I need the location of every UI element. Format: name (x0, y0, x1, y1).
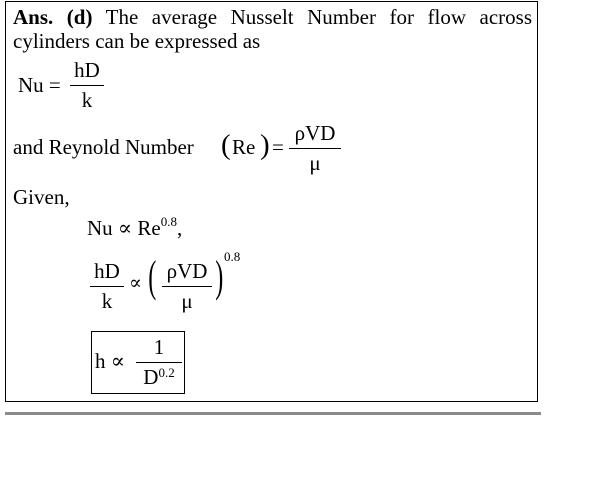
answer-label: Ans. (d) (13, 5, 93, 29)
bottom-divider (5, 412, 541, 415)
step2-lhs-fraction (90, 261, 124, 312)
reynolds-fraction (289, 123, 341, 174)
answer-intro-line1 (13, 5, 532, 30)
fraction-bar (90, 286, 124, 287)
step2-rparen: ) (215, 252, 224, 301)
result-fraction (136, 337, 182, 388)
reynolds-rparen: ) (260, 129, 270, 161)
given-proportion-base: Nu ∝ Re (87, 216, 161, 240)
fraction-bar (162, 286, 212, 287)
step2-rhs-denominator: μ (181, 289, 193, 313)
step2-rhs-fraction (162, 261, 212, 312)
nusselt-numerator: hD (74, 58, 100, 82)
nusselt-fraction (70, 60, 104, 111)
given-proportion (87, 214, 183, 240)
fraction-bar (136, 362, 182, 363)
given-proportion-tail: , (176, 216, 183, 240)
reynolds-symbol: Re (232, 135, 256, 159)
result-denominator (136, 367, 182, 388)
reynolds-numerator: ρVD (294, 121, 336, 145)
step2-exponent: 0.8 (224, 249, 241, 264)
reynolds-lparen: ( (221, 129, 231, 161)
answer-intro-line2: cylinders can be expressed as (13, 29, 261, 53)
step2-rhs-numerator: ρVD (166, 259, 208, 283)
reynolds-denominator: μ (309, 151, 321, 175)
result-numerator: 1 (153, 335, 165, 359)
step2-lparen: ( (148, 252, 157, 301)
step2-prop-symbol: ∝ (129, 273, 142, 294)
given-label: Given, (13, 185, 70, 209)
result-denominator-base: D (143, 365, 159, 389)
reynolds-equals: = (272, 135, 284, 159)
nusselt-denominator: k (81, 88, 93, 112)
result-lhs: h ∝ (95, 349, 125, 373)
step2-lhs-numerator: hD (94, 259, 120, 283)
fraction-bar (289, 148, 341, 149)
reynolds-text: and Reynold Number (13, 135, 194, 159)
fraction-bar (70, 85, 104, 86)
result-denominator-exponent: 0.2 (158, 365, 175, 380)
nusselt-lhs: Nu = (18, 73, 61, 97)
given-proportion-exponent: 0.8 (160, 214, 177, 229)
step2-lhs-denominator: k (101, 289, 113, 313)
answer-intro-text: The average Nusselt Number for flow across (105, 5, 532, 29)
